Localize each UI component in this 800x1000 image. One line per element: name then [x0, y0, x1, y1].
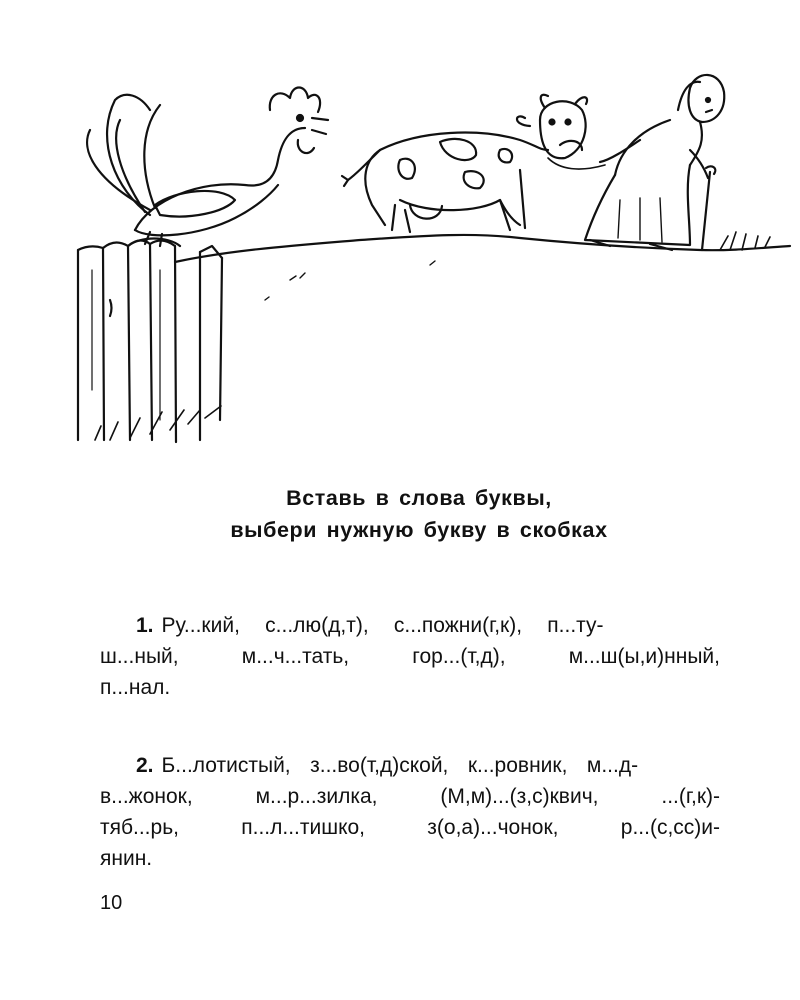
farm-scene-drawing: [0, 0, 800, 460]
instructions-heading: [0, 482, 800, 546]
heading-line-2: выбери нужную букву в скобках: [230, 518, 608, 542]
exercise-1-number: 1.: [136, 614, 154, 637]
fence-icon: [78, 240, 222, 442]
exercise-2-line-1: [100, 750, 720, 781]
exercise-2-number: 2.: [136, 754, 154, 777]
rooster-icon: [87, 88, 328, 247]
exercise-2-line-1-text: Б...лотистый, з...во(т,д)ской, к...ровник, м...д-: [161, 754, 639, 777]
exercise-2-line-4: янин.: [100, 847, 153, 870]
heading-line-1: Вставь в слова буквы,: [286, 486, 552, 510]
cow-icon: [342, 95, 605, 232]
exercise-1-line-1-text: Ру...кий, с...лю(д,т), с...пожни(г,к), п...ту-: [161, 614, 604, 637]
exercise-2-line-3: тяб...рь, п...л...тишко, з(о,а)...чонок, р...(с,сс)и-: [100, 816, 720, 839]
illustration: [0, 0, 800, 460]
exercise-2: [100, 750, 720, 874]
old-woman-icon: [585, 75, 724, 250]
exercise-1-line-1: [100, 610, 720, 641]
page-number: 10: [100, 892, 123, 914]
hill-icon: [175, 235, 790, 262]
exercise-1: [100, 610, 720, 703]
exercise-2-line-2: в...жонок, м...р...зилка, (М,м)...(з,с)квич, ...(г,к)-: [100, 785, 720, 808]
exercise-1-line-3: п...нал.: [100, 676, 171, 699]
exercise-1-line-2: ш...ный, м...ч...тать, гор...(т,д), м...ш(ы,и)нный,: [100, 645, 720, 668]
